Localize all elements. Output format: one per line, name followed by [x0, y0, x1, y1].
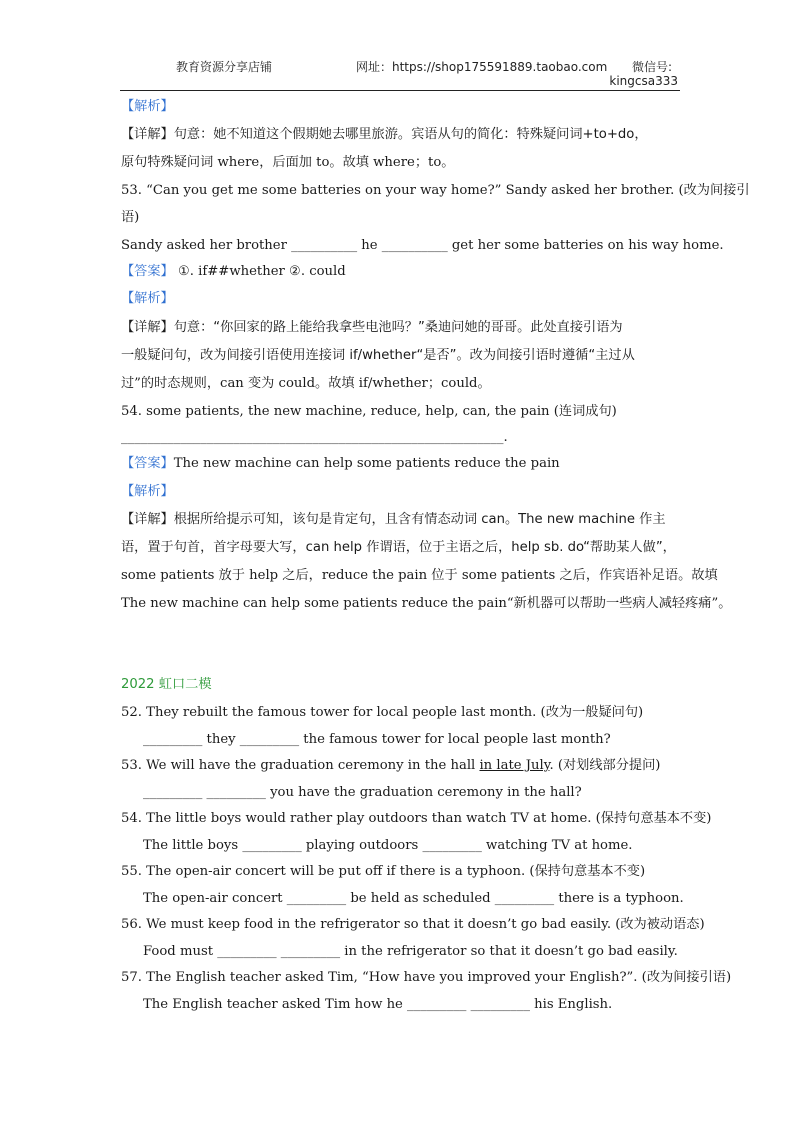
- explanation-text: some patients 放于 help 之后，reduce the pain 位于 some patients 之后，作宾语补足语。故填: [121, 568, 718, 583]
- underlined-phrase: in late July: [479, 758, 550, 773]
- question-52-blank: _________ they _________ the famous tower for local people last month?: [143, 732, 611, 747]
- explanation-text: 一般疑问句，改为间接引语使用连接词 if/whether“是否”。改为间接引语时遵循“主过从: [121, 348, 635, 363]
- question-55-blank: The open-air concert _________ be held as scheduled _________ there is a typhoon.: [143, 891, 684, 906]
- question-56: 56. We must keep food in the refrigerator so that it doesn’t go bad easily. (改为被动语态): [121, 917, 705, 932]
- section-title: 2022 虹口二模: [121, 677, 212, 692]
- explanation-text: 语，置于句首，首字母要大写，can help 作谓语，位于主语之后，help sb. do“帮助某人做”，: [121, 540, 676, 555]
- question-54-blank: The little boys _________ playing outdoors _________ watching TV at home.: [143, 838, 633, 853]
- question-53-blank: Sandy asked her brother __________ he __________ get her some batteries on his way home.: [121, 238, 724, 253]
- header-shop-name: 教育资源分享店铺: [176, 60, 273, 74]
- question-53-text: 53. We will have the graduation ceremony in the hall: [121, 758, 480, 773]
- question-57-blank: The English teacher asked Tim how he _________ _________ his English.: [143, 997, 613, 1012]
- question-57: 57. The English teacher asked Tim, “How have you improved your English?”. (改为间接引语): [121, 970, 732, 985]
- answer-text: ①. if##whether ②. could: [173, 264, 346, 279]
- question-53: [121, 757, 660, 775]
- answer-row: [121, 263, 346, 281]
- answer-text: The new machine can help some patients reduce the pain: [173, 456, 560, 471]
- question-53: 53. “Can you get me some batteries on your way home?” Sandy asked her brother. (改为间接引: [121, 183, 750, 198]
- question-53-blank: _________ _________ you have the graduation ceremony in the hall?: [143, 785, 582, 800]
- header-wechat-id: kingcsa333: [609, 74, 678, 88]
- header-wechat-label: 微信号:: [631, 60, 672, 74]
- question-53-cont: 语): [121, 210, 140, 225]
- header-url: 网址：https://shop175591889.taobao.com: [356, 60, 608, 74]
- answer-tag: 【答案】: [121, 456, 174, 471]
- explanation-text: 【详解】句意：“你回家的路上能给我拿些电池吗？”桑迪问她的哥哥。此处直接引语为: [121, 320, 623, 335]
- question-54: 54. The little boys would rather play outdoors than watch TV at home. (保持句意基本不变): [121, 811, 712, 826]
- explanation-text: 【详解】句意：她不知道这个假期她去哪里旅游。宾语从句的简化：特殊疑问词+to+do，: [121, 127, 648, 142]
- explanation-text: 原句特殊疑问词 where，后面加 to。故填 where；to。: [121, 155, 455, 170]
- analysis-tag: 【解析】: [121, 484, 174, 499]
- question-56-blank: Food must _________ _________ in the refrigerator so that it doesn’t go bad easily.: [143, 944, 678, 959]
- analysis-tag: 【解析】: [121, 291, 174, 306]
- explanation-text: The new machine can help some patients reduce the pain“新机器可以帮助一些病人减轻疼痛”。: [121, 596, 732, 611]
- page-header: [120, 56, 680, 91]
- answer-tag: 【答案】: [121, 264, 174, 279]
- answer-row: [121, 455, 560, 473]
- question-54: 54. some patients, the new machine, reduce, help, can, the pain (连词成句): [121, 404, 617, 419]
- answer-blank-line: __________________________________________________________.: [121, 430, 508, 445]
- analysis-tag: 【解析】: [121, 99, 174, 114]
- explanation-text: 过”的时态规则，can 变为 could。故填 if/whether；could。: [121, 376, 491, 391]
- question-55: 55. The open-air concert will be put off if there is a typhoon. (保持句意基本不变): [121, 864, 646, 879]
- question-52: 52. They rebuilt the famous tower for local people last month. (改为一般疑问句): [121, 705, 644, 720]
- explanation-text: 【详解】根据所给提示可知，该句是肯定句，且含有情态动词 can。The new machine 作主: [121, 512, 666, 527]
- question-53-instruction: . (对划线部分提问): [549, 758, 661, 773]
